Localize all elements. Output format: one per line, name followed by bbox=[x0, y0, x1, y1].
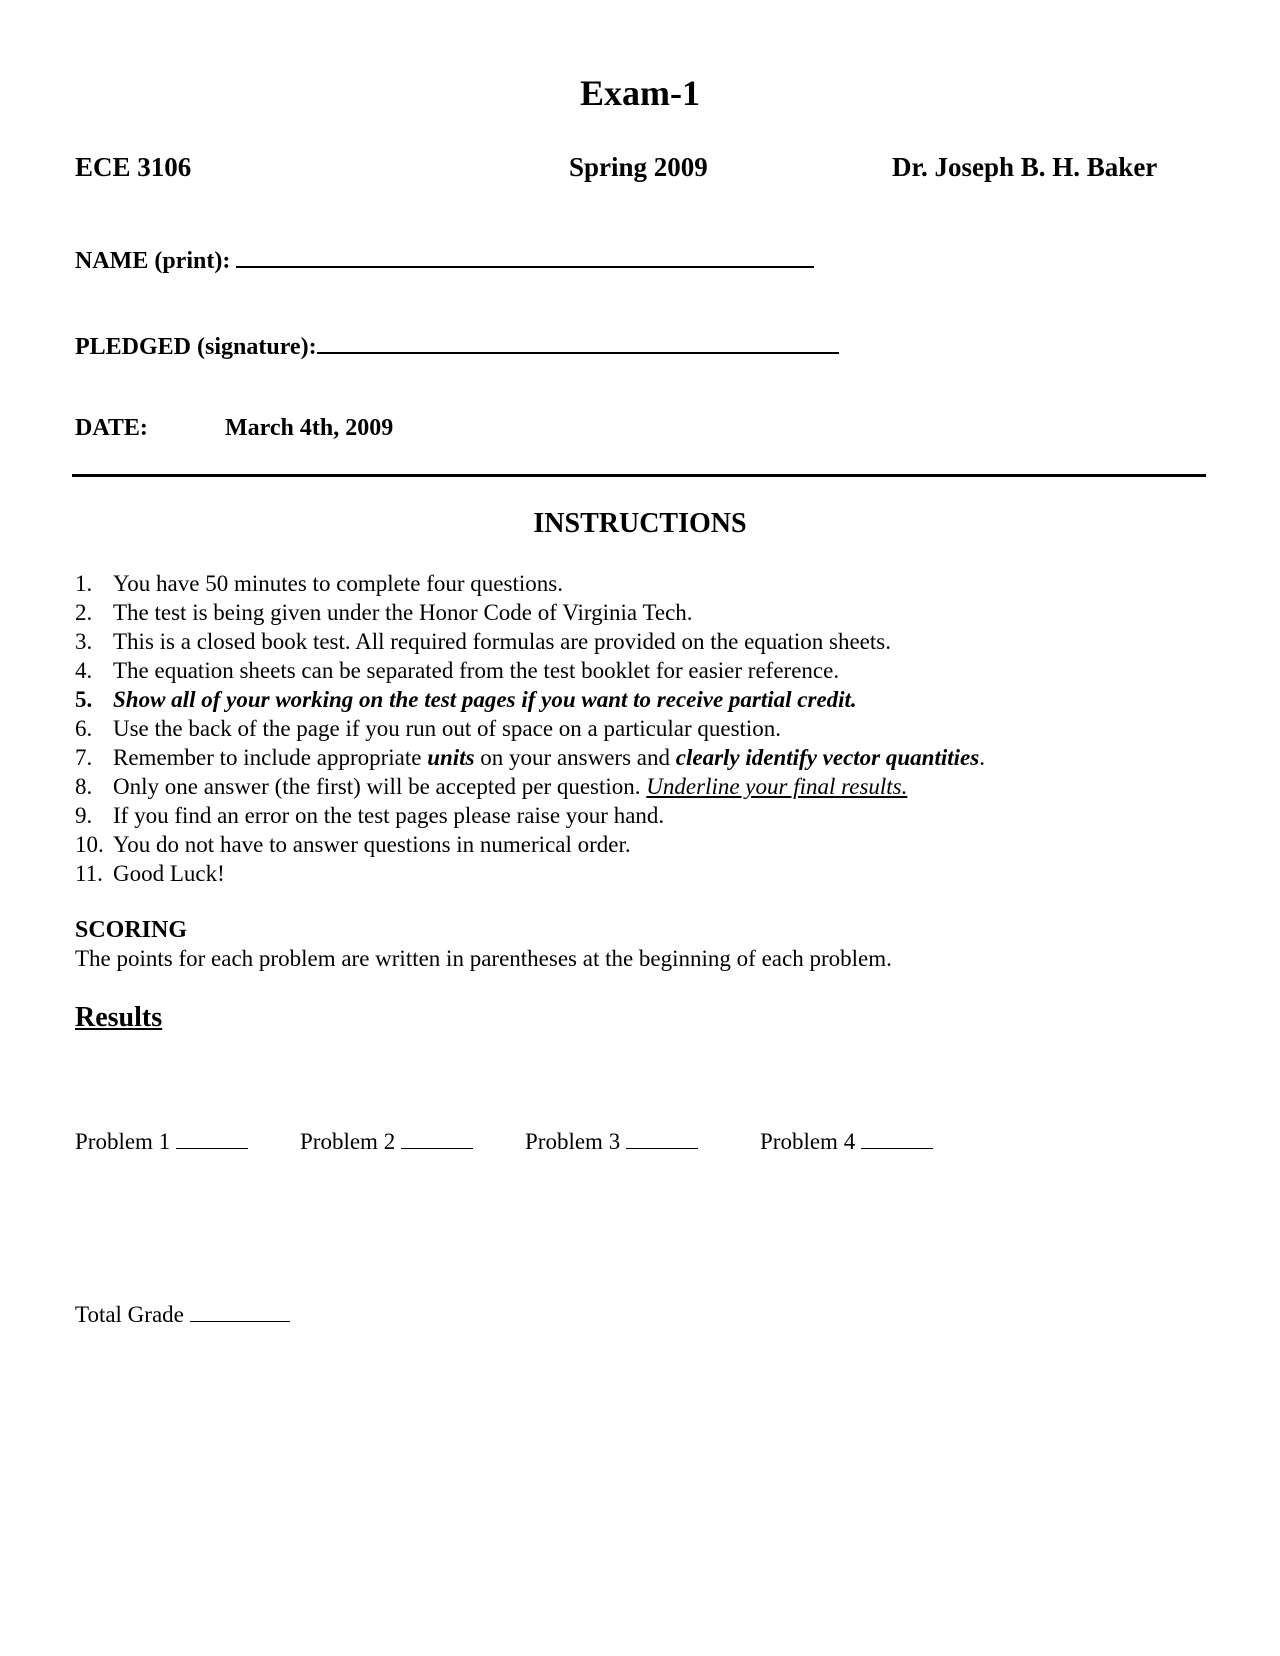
list-item bbox=[75, 859, 985, 888]
item-number: 8. bbox=[75, 774, 93, 799]
problem-label: Problem 3 bbox=[525, 1129, 621, 1154]
list-item bbox=[75, 569, 985, 598]
item-number: 6. bbox=[75, 716, 93, 741]
item-emphasis: clearly identify vector quantities bbox=[675, 745, 980, 770]
item-number: 10. bbox=[75, 832, 104, 857]
item-text: . bbox=[979, 745, 985, 770]
item-number: 5. bbox=[75, 687, 93, 712]
total-grade bbox=[75, 1301, 290, 1328]
problem-label: Problem 4 bbox=[760, 1129, 856, 1154]
date-label: DATE: bbox=[75, 415, 148, 441]
item-text: Remember to include appropriate bbox=[113, 745, 428, 770]
date-value: March 4th, 2009 bbox=[225, 415, 394, 441]
problem-4-score bbox=[760, 1128, 933, 1155]
problem-1-blank[interactable] bbox=[176, 1128, 248, 1149]
name-field[interactable] bbox=[236, 244, 814, 268]
date-row bbox=[75, 415, 394, 442]
instructions-list bbox=[75, 569, 985, 888]
problem-1-score bbox=[75, 1128, 248, 1155]
item-number: 7. bbox=[75, 745, 93, 770]
item-emphasis: units bbox=[427, 745, 475, 770]
item-text: The equation sheets can be separated from the test booklet for easier reference. bbox=[113, 658, 840, 683]
total-grade-label: Total Grade bbox=[75, 1302, 184, 1327]
item-text: If you find an error on the test pages please raise your hand. bbox=[113, 803, 665, 828]
problem-label: Problem 1 bbox=[75, 1129, 171, 1154]
signature-field[interactable] bbox=[317, 330, 839, 354]
list-item bbox=[75, 714, 985, 743]
exam-title: Exam-1 bbox=[580, 73, 700, 113]
item-number: 2. bbox=[75, 600, 93, 625]
item-number: 11. bbox=[75, 861, 103, 886]
problem-2-blank[interactable] bbox=[401, 1128, 473, 1149]
item-text: Use the back of the page if you run out of space on a particular question. bbox=[113, 716, 782, 741]
item-number: 9. bbox=[75, 803, 93, 828]
list-item bbox=[75, 656, 985, 685]
scoring-heading: SCORING bbox=[75, 917, 188, 943]
problem-4-blank[interactable] bbox=[861, 1128, 933, 1149]
term: Spring 2009 bbox=[569, 152, 708, 182]
total-grade-blank[interactable] bbox=[190, 1301, 290, 1322]
list-item bbox=[75, 772, 985, 801]
item-number: 4. bbox=[75, 658, 93, 683]
pledge-label: PLEDGED (signature): bbox=[75, 334, 317, 360]
name-row bbox=[75, 244, 814, 275]
list-item bbox=[75, 801, 985, 830]
item-text: on your answers and bbox=[474, 745, 676, 770]
list-item bbox=[75, 743, 985, 772]
scoring-text: The points for each problem are written in parentheses at the beginning of each problem. bbox=[75, 946, 892, 971]
list-item bbox=[75, 830, 985, 859]
pledge-row bbox=[75, 330, 839, 361]
results-heading: Results bbox=[75, 1002, 163, 1033]
name-label: NAME (print): bbox=[75, 248, 231, 274]
list-item bbox=[75, 598, 985, 627]
item-number: 1. bbox=[75, 571, 93, 596]
problem-label: Problem 2 bbox=[300, 1129, 396, 1154]
item-text: This is a closed book test. All required formulas are provided on the equation sheets. bbox=[113, 629, 891, 654]
item-text: Good Luck! bbox=[113, 861, 225, 886]
problem-3-blank[interactable] bbox=[626, 1128, 698, 1149]
item-emphasis: Underline your final results. bbox=[646, 774, 908, 799]
course-code: ECE 3106 bbox=[75, 152, 192, 182]
list-item bbox=[75, 685, 985, 714]
item-text: Only one answer (the first) will be accepted per question. bbox=[113, 774, 647, 799]
instructions-heading: INSTRUCTIONS bbox=[533, 508, 747, 539]
divider bbox=[72, 474, 1206, 477]
list-item bbox=[75, 627, 985, 656]
instructor: Dr. Joseph B. H. Baker bbox=[892, 152, 1158, 182]
problem-2-score bbox=[300, 1128, 473, 1155]
item-text: The test is being given under the Honor Code of Virginia Tech. bbox=[113, 600, 693, 625]
item-text: You have 50 minutes to complete four questions. bbox=[113, 571, 563, 596]
item-text: Show all of your working on the test pages if you want to receive partial credit. bbox=[113, 687, 857, 712]
item-number: 3. bbox=[75, 629, 93, 654]
problem-3-score bbox=[525, 1128, 698, 1155]
item-text: You do not have to answer questions in numerical order. bbox=[113, 832, 631, 857]
